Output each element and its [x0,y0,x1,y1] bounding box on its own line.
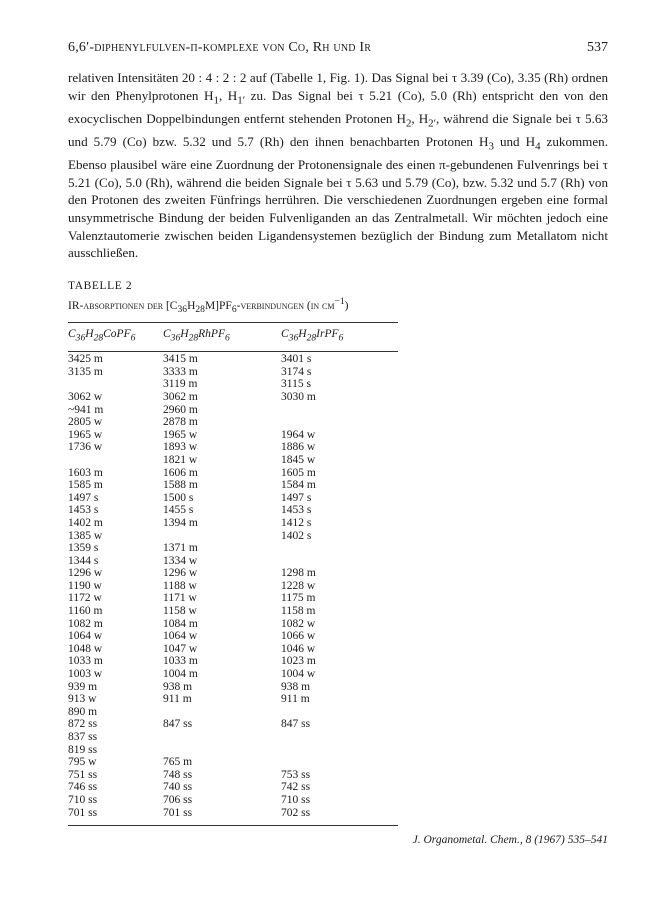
cell-rh: 3119 m [163,378,198,391]
table-row [68,655,398,668]
cell-ir: 1066 w [281,630,316,643]
cell-co: 1048 w [68,642,103,655]
ir-absorption-table [68,323,398,819]
cell-co: 1160 m [68,605,103,618]
table-body [68,353,398,819]
cell-co [68,378,163,391]
cell-rh: 748 ss [163,768,193,781]
cell-co: 1965 w [68,428,103,441]
cell-co: 3135 m [68,365,103,378]
cell-ir [281,744,398,757]
cell-co: 1402 m [68,516,103,529]
table-row [68,454,398,467]
cell-rh: 3062 m [163,390,198,403]
table-row [68,504,398,517]
cell-co: 1082 m [68,617,103,630]
table-row [68,366,398,379]
cell-rh: 2878 m [163,416,198,429]
table-row [68,592,398,605]
cell-rh: 1371 m [163,542,198,555]
table-row [68,744,398,757]
cell-ir: 1412 s [281,516,312,529]
cell-co: 1453 s [68,504,99,517]
cell-rh: 1084 m [163,617,198,630]
cell-ir [281,706,398,719]
table-row [68,391,398,404]
cell-rh: 1893 w [163,441,198,454]
cell-rh: 1047 w [163,642,198,655]
table-row [68,479,398,492]
cell-ir [281,756,398,769]
cell-rh: 1394 m [163,516,198,529]
cell-rh [163,530,281,543]
cell-rh: 1821 w [163,453,198,466]
cell-ir: 3115 s [281,378,311,391]
cell-ir: 938 m [281,680,311,693]
cell-ir: 1453 s [281,504,312,517]
table-row [68,643,398,656]
cell-ir [281,731,398,744]
table-row [68,618,398,631]
cell-rh: 1606 m [163,466,198,479]
cell-ir: 702 ss [281,806,311,819]
cell-co: 837 ss [68,731,98,743]
cell-rh: 1004 m [163,668,198,681]
page-number: 537 [587,40,608,55]
cell-ir: 1298 m [281,567,316,580]
cell-co: 2805 w [68,416,103,429]
cell-ir: 3030 m [281,390,316,403]
cell-rh: 911 m [163,693,192,706]
cell-co: 890 m [68,705,98,718]
cell-ir: 1964 w [281,428,316,441]
cell-co: 746 ss [68,781,98,794]
table-row [68,492,398,505]
table-row [68,718,398,731]
cell-co: 795 w [68,756,97,769]
cell-co: 3425 m [68,353,103,366]
table-row [68,781,398,794]
cell-ir: 1497 s [281,491,312,504]
table-row [68,756,398,769]
cell-rh: 765 m [163,756,193,769]
cell-ir: 1158 m [281,605,316,618]
cell-co: 3062 w [68,390,103,403]
cell-rh: 1296 w [163,567,198,580]
cell-co: 1172 w [68,592,102,605]
table-row [68,353,398,366]
cell-rh: 1588 m [163,479,198,492]
cell-ir: 1175 m [281,592,316,605]
cell-co: 1603 m [68,466,103,479]
cell-ir [281,404,398,417]
cell-co: 1344 s [68,554,99,567]
cell-rh: 1064 w [163,630,198,643]
journal-citation: J. Organometal. Chem., 8 (1967) 535–541 [412,834,608,846]
cell-rh: 701 ss [163,806,193,819]
cell-ir: 1584 m [281,479,316,492]
cell-ir [281,542,398,555]
table-row [68,429,398,442]
table-row [68,517,398,530]
cell-rh: 938 m [163,680,193,693]
cell-co: 1296 w [68,567,103,580]
table-row [68,567,398,580]
table-label: TABELLE 2 [68,279,133,292]
cell-ir: 753 ss [281,768,311,781]
cell-rh: 1500 s [163,491,194,504]
table-row [68,668,398,681]
cell-rh: 740 ss [163,781,193,794]
cell-co: 1736 w [68,441,103,454]
cell-co: 1585 m [68,479,103,492]
table-row [68,630,398,643]
column-header-co: $C_{36}H_{28}CoPF_6$ [68,327,136,344]
table-header-row [68,323,398,349]
cell-ir: 742 ss [281,781,311,794]
cell-co: 710 ss [68,793,98,806]
cell-ir: 1023 m [281,655,316,668]
cell-rh [163,706,281,719]
table-row [68,681,398,694]
cell-ir [281,416,398,429]
cell-rh: 2960 m [163,403,198,416]
cell-co: 1190 w [68,579,102,592]
cell-co: 701 ss [68,806,98,819]
cell-ir: 1605 m [281,466,316,479]
column-header-ir: $C_{36}H_{28}IrPF_6$ [281,327,344,344]
cell-rh [163,731,281,744]
cell-co: 939 m [68,680,98,693]
table-bottom-rule [68,825,398,826]
cell-ir [281,555,398,568]
table-row [68,807,398,820]
cell-rh: 847 ss [163,718,193,731]
table-row [68,542,398,555]
cell-co: 1033 m [68,655,103,668]
cell-co: 872 ss [68,718,98,731]
table-row [68,769,398,782]
cell-rh: 3333 m [163,365,198,378]
cell-co: ~941 m [68,403,104,416]
cell-ir: 911 m [281,693,310,706]
cell-rh: 1455 s [163,504,194,517]
cell-co: 1359 s [68,542,99,555]
table-row [68,378,398,391]
cell-co [68,454,163,467]
cell-rh: 1033 m [163,655,198,668]
cell-co: 1497 s [68,491,99,504]
cell-ir: 1886 w [281,441,316,454]
cell-rh: 706 ss [163,793,193,806]
cell-co: 819 ss [68,743,98,756]
table-header-rule [68,351,398,352]
table-caption: IR-absorptionen der $[C_{36}H_{28}M]PF_6$-verbindungen (in $cm^{-1}$) [68,295,349,315]
cell-ir: 1082 w [281,617,316,630]
table-row [68,404,398,417]
table-row [68,693,398,706]
table-row [68,467,398,480]
cell-ir: 1046 w [281,642,316,655]
body-paragraph [68,69,608,262]
cell-ir: 1228 w [281,579,316,592]
cell-ir: 1004 w [281,668,316,681]
table-row [68,731,398,744]
table-row [68,605,398,618]
cell-ir: 710 ss [281,793,311,806]
cell-ir: 3174 s [281,365,312,378]
cell-co: 1385 w [68,529,103,542]
table-row [68,706,398,719]
cell-ir: 1845 w [281,453,316,466]
table-row [68,530,398,543]
paragraph-text: relativen Intensitäten 20 : 4 : 2 : 2 auf (Tabelle 1, Fig. 1). Das Signal bei τ 3.39 (Co), 3.35 (Rh) ordnen wir den Phenylprotonen $H_1$, $H_{1'}$ zu. Das Signal bei τ 5.21 (Co), 5.0 (Rh) entspricht den von den exocyclischen Doppelbindungen entfernt stehenden Protonen $H_2$, $H_{2'}$, während die Signale bei τ 5.63 und 5.79 (Co) bzw. 5.32 und 5.7 (Rh) den ihnen benachbarten Protonen $H_3$ und $H_4$ zukommen. Ebenso plausibel wäre eine Zuordnung der Protonensignale des einen π-gebundenen Fulvenrings bei τ 5.21 (Co), 5.0 (Rh), während die beiden Signale bei τ 5.63 und 5.79 (Co), bzw. 5.32 und 5.7 (Rh) von den Protonen des zweiten Fünfrings herrühren. Die verschiedenen Zuordnungen ergeben eine formal unsymmetrische Bindung der beiden Fulvenliganden an das Zentralmetall. Wir möchten jedoch eine Valenztautomerie zwischen beiden Ligandensystemen bezüglich der Bindung zum Metallatom nicht ausschließen. [68,70,608,261]
cell-ir: 3401 s [281,353,312,366]
cell-rh: 1158 w [163,605,197,618]
table-row [68,580,398,593]
cell-ir: 1402 s [281,529,312,542]
cell-co: 751 ss [68,768,98,781]
column-header-rh: $C_{36}H_{28}RhPF_6$ [163,327,230,344]
cell-rh: 1171 w [163,592,197,605]
table-row [68,416,398,429]
journal-page [68,38,608,826]
running-title: 6,6′-diphenylfulven-π-komplexe von Co, Rh und Ir [68,40,372,55]
cell-rh: 1965 w [163,428,198,441]
cell-rh: 3415 m [163,353,198,366]
table-row [68,441,398,454]
cell-co: 1003 w [68,668,103,681]
cell-rh: 1334 w [163,554,198,567]
cell-co: 913 w [68,693,97,706]
table-row [68,555,398,568]
cell-co: 1064 w [68,630,103,643]
cell-ir: 847 ss [281,718,311,731]
table-row [68,794,398,807]
cell-rh [163,744,281,757]
cell-rh: 1188 w [163,579,197,592]
page-header [68,38,608,58]
